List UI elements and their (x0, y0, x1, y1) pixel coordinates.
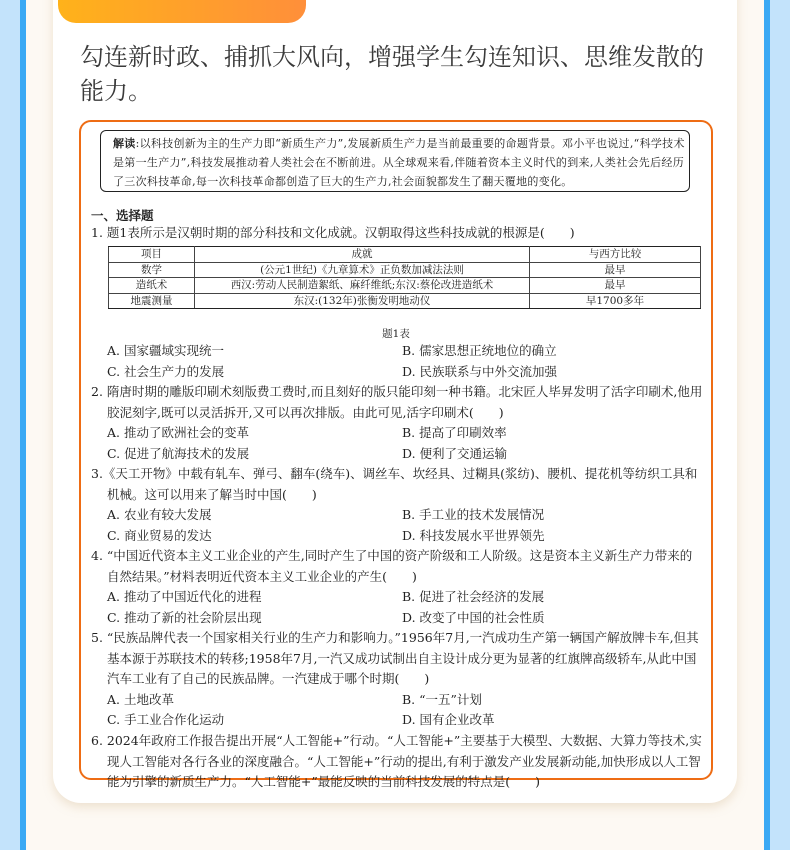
interpretation-label: 解读 (113, 137, 136, 150)
exam-excerpt-frame (79, 120, 713, 789)
option-d: D. 便利了交通运输 (402, 445, 508, 461)
table-cell: 东汉:(132年)张衡发明地动仪 (195, 293, 530, 309)
table-header-cell: 成就 (195, 247, 530, 263)
option-c: C. 商业贸易的发达 (107, 527, 212, 543)
table-cell: 最早 (530, 262, 701, 278)
option-b: B. “一五”计划 (402, 691, 482, 707)
option-c: C. 手工业合作化运动 (107, 712, 225, 727)
option-b: B. 提高了印刷效率 (402, 425, 507, 440)
table-cell: 西汉:劳动人民制造絮纸、麻纤维纸;东汉:蔡伦改进造纸术 (195, 278, 530, 294)
table-header-cell: 与西方比较 (530, 247, 701, 263)
option-b: B. 儒家思想正统地位的确立 (402, 343, 557, 358)
options-grid (91, 341, 703, 382)
option-b: B. 促进了社会经济的发展 (402, 589, 545, 604)
question-stem: 2. 隋唐时期的雕版印刷术刻版费工费时,而且刻好的版只能印刻一种书籍。北宋匠人毕昇发明了活字印刷术,他用胶泥刻字,既可以灵活拆开,又可以再次排版。由此可见,活字印刷术( ) (91, 384, 703, 420)
question-stem: 5. “民族品牌代表一个国家相关行业的生产力和影响力。”1956年7月,一汽成功生产第一辆国产解放牌卡车,但其基本源于苏联技术的转移;1958年7月,一汽又成功试制出自主设计成分更为显著的红旗牌高级轿车,从此中国汽车工业有了自己的民族品牌。一汽建成于哪个时期( ) (91, 630, 699, 686)
table-caption: 题1表 (382, 328, 410, 340)
table-row (109, 262, 701, 278)
table-cell: 最早 (530, 278, 701, 294)
option-c: C. 社会生产力的发展 (107, 363, 225, 379)
options-grid (91, 423, 703, 464)
question-5 (91, 628, 703, 731)
option-d: D. 改变了中国的社会性质 (402, 609, 545, 625)
table-cell: 造纸术 (109, 278, 195, 294)
question-stem: 4. “中国近代资本主义工业企业的产生,同时产生了中国的资产阶级和工人阶级。这是资本主义新生产力带来的自然结果。”材料表明近代资本主义工业企业的产生( ) (91, 548, 693, 584)
options-grid (91, 690, 703, 731)
table-cell: 数学 (109, 262, 195, 278)
table-cell: 早1700多年 (530, 293, 701, 309)
achievement-table (108, 246, 701, 309)
right-stripe (764, 0, 770, 850)
table-header-row (109, 247, 701, 263)
option-a: A. 土地改革 (107, 691, 174, 707)
table-row (109, 293, 701, 309)
interpretation-box (100, 130, 690, 192)
question-1 (91, 223, 703, 244)
option-d: D. 国有企业改革 (402, 712, 495, 727)
table-cell: 地震测量 (109, 293, 195, 309)
option-a: A. 推动了欧洲社会的变革 (107, 425, 249, 440)
options-grid (91, 505, 703, 546)
question-6 (91, 731, 703, 793)
option-a: A. 农业有较大发展 (107, 507, 212, 522)
table-cell: (公元1世纪)《九章算术》正负数加减法法则 (195, 262, 530, 278)
section-badge (58, 0, 306, 23)
question-stem: 3.《天工开物》中载有轧车、弹弓、翻车(绕车)、调丝车、坎经具、过糊具(浆纺)、腰机、提花机等纺织工具和机械。这可以用来了解当时中国( ) (91, 466, 698, 502)
question-stem: 1. 题1表所示是汉朝时期的部分科技和文化成就。汉朝取得这些科技成就的根源是( ) (91, 225, 575, 240)
headline-text: 勾连新时政、捕抓大风向，增强学生勾连知识、思维发散的能力。 (80, 43, 704, 105)
option-c: C. 推动了新的社会阶层出现 (107, 609, 262, 625)
option-d: D. 民族联系与中外交流加强 (402, 363, 558, 379)
table-row (109, 278, 701, 294)
option-a: A. 国家疆域实现统一 (107, 343, 224, 358)
question-3 (91, 464, 703, 546)
section-title: 一、选择题 (91, 208, 154, 223)
question-4 (91, 546, 703, 628)
question-1-options (91, 341, 703, 382)
option-a: A. 推动了中国近代化的进程 (107, 589, 262, 604)
question-2 (91, 382, 703, 464)
interpretation-text: :以科技创新为主的生产力即“新质生产力”,发展新质生产力是当前最重要的命题背景。邓小平也说过,“科学技术是第一生产力”,科技发展推动着人类社会在不断前进。从全球观来看,伴随着资本主义时代的到来,人类社会先后经历了三次科技革命,每一次科技革命都创造了巨大的生产力,社会面貌都发生了翻天覆地的变化。 (113, 137, 685, 188)
options-grid (91, 587, 703, 628)
option-b: B. 手工业的技术发展情况 (402, 507, 545, 522)
option-c: C. 促进了航海技术的发展 (107, 445, 250, 461)
option-d: D. 科技发展水平世界领先 (402, 527, 545, 543)
question-stem: 6. 2024年政府工作报告提出开展“人工智能+”行动。“人工智能+”主要基于大模型、大数据、大算力等技术,实现人工智能对各行各业的深度融合。“人工智能+”行动的提出,有利于激发产业发展新动能,加快形成以人工智能为引擎的新质生产力。“人工智能+”最能反映的当前科技发展的特点是( ) (91, 733, 702, 789)
table-header-cell: 项目 (109, 247, 195, 263)
